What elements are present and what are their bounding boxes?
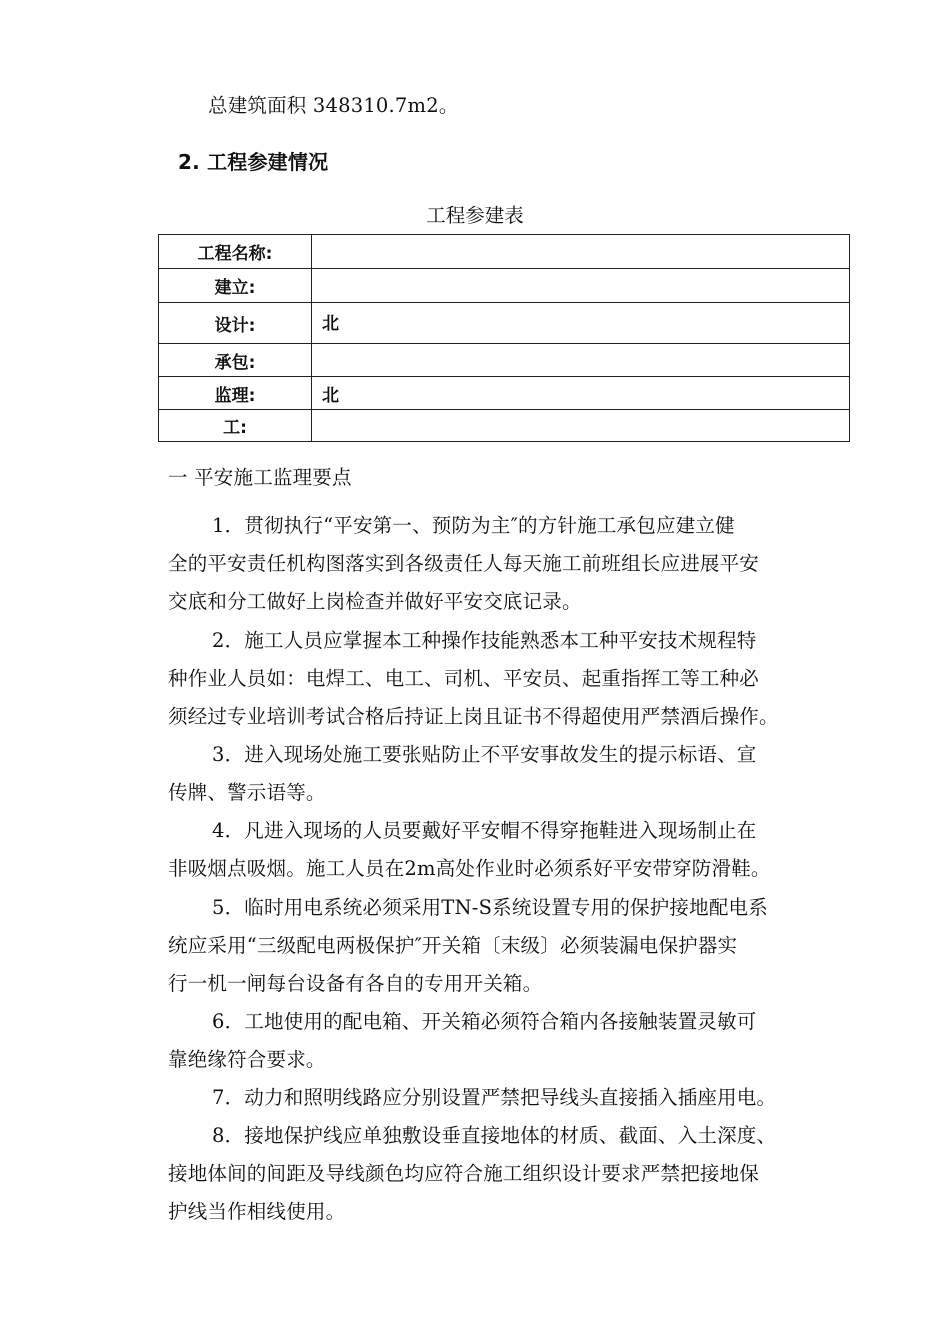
row-value — [312, 410, 850, 442]
table-row — [159, 269, 850, 303]
paragraph-line: 全的平安责任机构图落实到各级责任人每天施工前班组长应进展平安 — [168, 552, 760, 575]
table-row — [159, 235, 850, 269]
paragraph-line: 交底和分工做好上岗检查并做好平安交底记录。 — [168, 590, 582, 613]
table-row — [159, 303, 850, 344]
paragraph-line: 5．临时用电系统必须采用TN-S系统设置专用的保护接地配电系 — [212, 896, 768, 919]
table-caption: 工程参建表 — [426, 204, 524, 227]
row-value — [312, 344, 850, 377]
section-1-heading: 一 平安施工监理要点 — [168, 466, 352, 489]
paragraph-line: 行一机一闸每台设备有各自的专用开关箱。 — [168, 972, 543, 995]
table-row — [159, 377, 850, 410]
total-area-text: 总建筑面积 348310.7m2。 — [208, 94, 459, 117]
paragraph-line: 靠绝缘符合要求。 — [168, 1048, 326, 1071]
row-label: 工: — [159, 410, 312, 442]
row-label: 设计: — [159, 303, 312, 344]
table-row — [159, 410, 850, 442]
paragraph-line: 统应采用“三级配电两极保护″开关箱〔末级〕必须装漏电保护器实 — [168, 934, 738, 957]
paragraph-line: 1．贯彻执行“平安第一、预防为主″的方针施工承包应建立健 — [212, 514, 735, 537]
paragraph-line: 4．凡进入现场的人员要戴好平安帽不得穿拖鞋进入现场制止在 — [212, 819, 757, 842]
row-label: 建立: — [159, 269, 312, 303]
paragraph-line: 接地体间的间距及导线颜色均应符合施工组织设计要求严禁把接地保 — [168, 1162, 760, 1185]
paragraph-line: 传牌、警示语等。 — [168, 781, 326, 804]
table-row — [159, 344, 850, 377]
row-label: 工程名称: — [159, 235, 312, 269]
row-label: 监理: — [159, 377, 312, 410]
row-value: 北 — [312, 303, 850, 344]
paragraph-line: 7．动力和照明线路应分别设置严禁把导线头直接插入插座用电。 — [212, 1086, 777, 1109]
row-value — [312, 269, 850, 303]
section-2-heading: 2. 工程参建情况 — [178, 150, 329, 174]
paragraph-line: 6．工地使用的配电箱、开关箱必须符合箱内各接触装置灵敏可 — [212, 1010, 757, 1033]
project-participants-table — [158, 234, 850, 442]
paragraph-line: 非吸烟点吸烟。施工人员在2m高处作业时必须系好平安带穿防滑鞋。 — [168, 857, 771, 880]
row-value: 北 — [312, 377, 850, 410]
paragraph-line: 护线当作相线使用。 — [168, 1200, 346, 1223]
paragraph-line: 3．进入现场处施工要张贴防止不平安事故发生的提示标语、宣 — [212, 743, 757, 766]
paragraph-line: 须经过专业培训考试合格后持证上岗且证书不得超使用严禁酒后操作。 — [168, 705, 779, 728]
paragraph-line: 种作业人员如：电焊工、电工、司机、平安员、起重指挥工等工种必 — [168, 667, 760, 690]
row-value — [312, 235, 850, 269]
paragraph-line: 2．施工人员应掌握本工种操作技能熟悉本工种平安技术规程特 — [212, 629, 757, 652]
paragraph-line: 8．接地保护线应单独敷设垂直接地体的材质、截面、入土深度、 — [212, 1124, 777, 1147]
row-label: 承包: — [159, 344, 312, 377]
